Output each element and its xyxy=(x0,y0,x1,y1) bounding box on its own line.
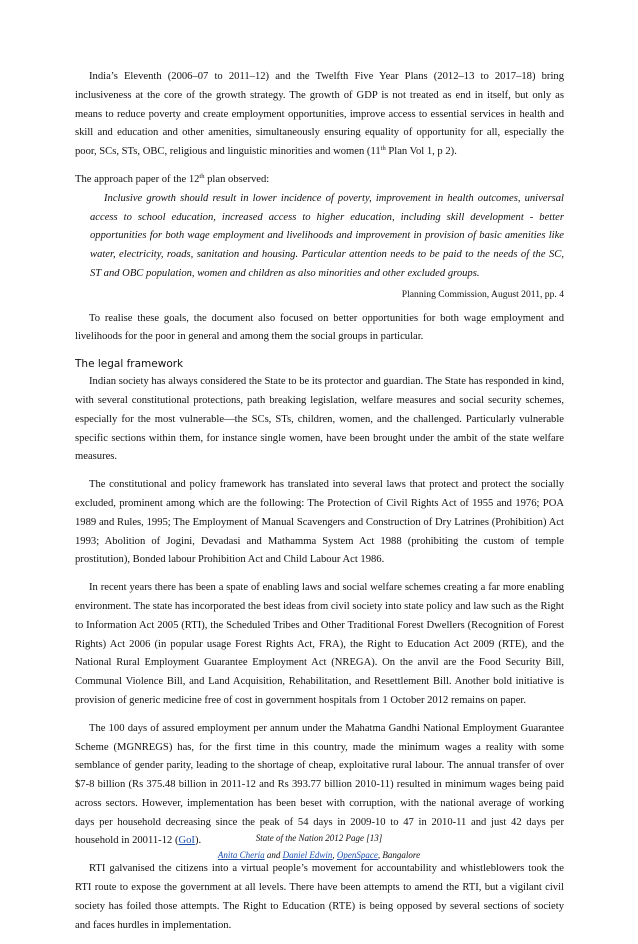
section-heading: The legal framework xyxy=(75,358,184,371)
paragraph-enabling-laws: In recent years there has been a spate of enabling laws and social welfare schemes creating a far more enabling environment. The state has incorporated the best ideas from civil society into state policy and law such as the Right to Information Act 2005 (RTI), the Scheduled Tribes and Other Traditional Forest Dwellers (Recognition of Forest Rights) Act 2006 (in popular usage Forest Rights Act, FRA), the Right to Education Act 2009 (RTE), and the National Rural Employment Guarantee Employment Act (NREGA). On the anvil are the Food Security Bill, Communal Violence Bill, and Land Acquisition, Rehabilitation, and Resettlement Bill. Another bold initiative is provision of generic medicine free of cost in government hospitals from 1 October 2012 remains on paper. xyxy=(75,582,564,706)
paragraph-society: Indian society has always considered the State to be its protector and guardian. The State has responded in kind, with several constitutional protections, path breaking legislation, welfare measures and social security schemes, especially for the most vulnerable—the SCs, STs, children, women, and the challenged. Particularly vulnerable specific sections within them, for instance single women, have been brought under the ambit of the state welfare measures. xyxy=(75,376,564,463)
paragraph-plans-text: India’s Eleventh (2006–07 to 2011–12) and the Twelfth Five Year Plans (2012–13 to 2017–18) bring inclusiveness at the core of the growth strategy. The growth of GDP is not treated as end in itself, but only as means to reduce poverty and create employment opportunities, improve access to essential services in health and skill and education and other amenities, simultaneously ensuring equality of opportunity for all, especially the poor, SCs, STs, OBC, religious and linguistic minorities and women (11 xyxy=(75,71,564,158)
paragraph-laws: The constitutional and policy framework has translated into several laws that protect and protect the socially excluded, prominent among which are the following: The Protection of Civil Rights Act of 1955 and 1976; POA 1989 and Rules, 1995; The Employment of Manual Scavengers and Construction of Dry Latrines (Prohibition) Act 1993; Abolition of Jogini, Devadasi and Mathamma System Act 1988 (prohibiting the custom of temple prostitution), Bonded labour Prohibition Act and Child Labour Act 1986. xyxy=(75,479,564,566)
footer-and: and xyxy=(264,850,283,860)
goi-link[interactable]: GoI xyxy=(178,835,195,847)
footer-page-number: State of the Nation 2012 Page [13] xyxy=(255,833,383,843)
footer-city: , Bangalore xyxy=(377,850,421,860)
paragraph-mgnregs-tail: ). xyxy=(194,835,202,847)
author-link-daniel[interactable]: Daniel Edwin xyxy=(282,850,333,860)
paragraph-rti: RTI galvanised the citizens into a virtual people’s movement for accountability and whistleblowers took the RTI route to expose the government at all levels. There have been attempts to amend the RTI, but a vigilant civil society has foiled those attempts. The Right to Education (RTE) is being opposed by several sections of society and faces hurdles in implementation. xyxy=(75,863,564,931)
openspace-link[interactable]: OpenSpace xyxy=(336,850,378,860)
author-link-anita[interactable]: Anita Cheria xyxy=(217,850,265,860)
paragraph-plans xyxy=(75,68,564,162)
block-quote: Inclusive growth should result in lower incidence of poverty, improvement in health outcomes, universal access to school education, increased access to higher education, including skill development - better opportunities for both wage employment and livelihoods and improvement in provision of basic amenities like water, electricity, roads, sanitation and housing. Particular attention needs to be paid to the needs of the SC, ST and OBC population, women and children as also minorities and other excluded groups. xyxy=(90,192,564,279)
approach-intro xyxy=(75,171,564,190)
approach-text: The approach paper of the 12 xyxy=(75,173,200,185)
paragraph-plans-tail: Plan Vol 1, p 2). xyxy=(385,146,457,158)
superscript: th xyxy=(199,172,205,180)
quote-attribution: Planning Commission, August 2011, pp. 4 xyxy=(401,288,564,300)
paragraph-goals: To realise these goals, the document also focused on better opportunities for both wage employment and livelihoods for the poor in general and among them the social groups in particular. xyxy=(75,312,564,343)
footer-separator: , xyxy=(332,850,337,860)
superscript: th xyxy=(380,145,386,153)
paragraph-mgnregs-text: The 100 days of assured employment per annum under the Mahatma Gandhi National Employment Guarantee Scheme (MGNREGS) has, for the first time in this country, made the minimum wages a reality with some semblance of gender parity, leading to the shortage of cheap, exploitative rural labour. The annual transfer of over $7-8 billion (Rs 375.48 billion in 2011-12 and Rs 393.77 billion 2010-11) resulted in minimum wages being paid across sectors. However, implementation has been beset with corruption, with the national average of working days per household decreasing since the peak of 54 days in 2009-10 to 47 in 2010-11 and just 42 days per household in 20011-12 ( xyxy=(75,722,564,847)
approach-tail: plan observed: xyxy=(204,173,270,185)
page-body xyxy=(75,68,564,944)
page-footer xyxy=(0,830,638,864)
footer-credits xyxy=(0,847,638,864)
